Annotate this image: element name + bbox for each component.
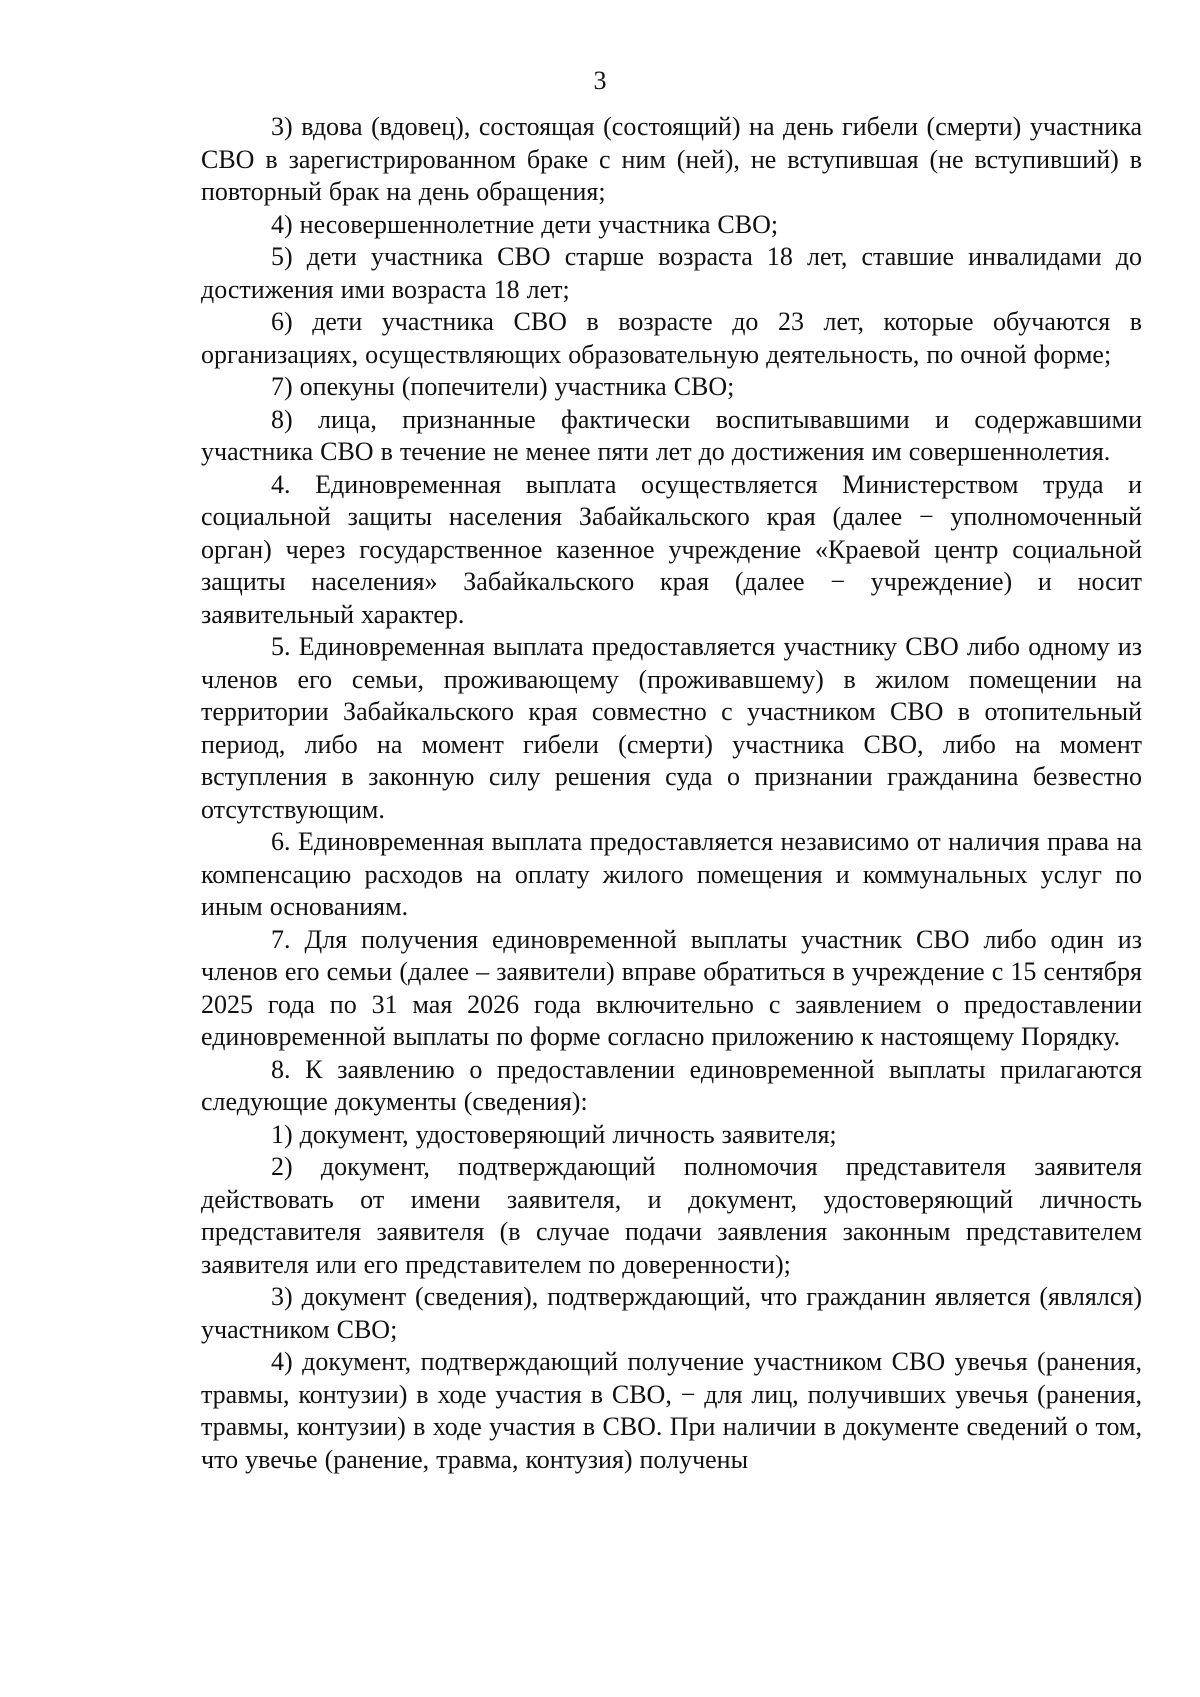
paragraph-doc-4-injury: 4) документ, подтверждающий получение участником СВО увечья (ранения, травмы, контузии) в ходе участия в СВО, − для лиц, получивших увечья (ранения, травмы, контузии) в ходе участия в СВО. При наличии в документе сведений о том, что увечье (ранение, травма, контузия) получены bbox=[201, 1347, 1142, 1474]
paragraph-doc-2-authority: 2) документ, подтверждающий полномочия представителя заявителя действовать от имени заявителя, и документ, удостоверяющий личность представителя заявителя (в случае подачи заявления законным представителем заявителя или его представителем по доверенности); bbox=[201, 1152, 1142, 1279]
paragraph-section-6: 6. Единовременная выплата предоставляется независимо от наличия права на компенсацию расходов на оплату жилого помещения и коммунальных услуг по иным основаниям. bbox=[201, 827, 1142, 921]
paragraph-doc-1-identity: 1) документ, удостоверяющий личность заявителя; bbox=[271, 1119, 837, 1149]
paragraph-item-4-minor-children: 4) несовершеннолетние дети участника СВО; bbox=[271, 209, 779, 239]
document-body bbox=[201, 111, 1142, 1476]
paragraph-section-7: 7. Для получения единовременной выплаты участник СВО либо один из членов его семьи (далее – заявители) вправе обратиться в учреждение с 15 сентября 2025 года по 31 мая 2026 года включительно с заявлением о предоставлении единовременной выплаты по форме согласно приложению к настоящему Порядку. bbox=[201, 924, 1142, 1051]
paragraph-section-5: 5. Единовременная выплата предоставляется участнику СВО либо одному из членов его семьи, проживающему (проживавшему) в жилом помещении на территории Забайкальского края совместно с участником СВО в отопительный период, либо на момент гибели (смерти) участника СВО, либо на момент вступления в законную силу решения суда о признании гражданина безвестно отсутствующим. bbox=[201, 632, 1142, 824]
paragraph-doc-3-participant-status: 3) документ (сведения), подтверждающий, что гражданин является (являлся) участником СВО; bbox=[201, 1282, 1142, 1344]
paragraph-section-8: 8. К заявлению о предоставлении единовременной выплаты прилагаются следующие документы (сведения): bbox=[201, 1054, 1142, 1116]
paragraph-item-3-widow: 3) вдова (вдовец), состоящая (состоящий) на день гибели (смерти) участника СВО в зарегистрированном браке с ним (ней), не вступившая (не вступивший) в повторный брак на день обращения; bbox=[201, 112, 1142, 206]
paragraph-item-5-disabled-children: 5) дети участника СВО старше возраста 18 лет, ставшие инвалидами до достижения ими возраста 18 лет; bbox=[201, 242, 1142, 304]
page-number: 3 bbox=[593, 66, 607, 95]
paragraph-section-4: 4. Единовременная выплата осуществляется Министерством труда и социальной защиты населения Забайкальского края (далее − уполномоченный орган) через государственное казенное учреждение «Краевой центр социальной защиты населения» Забайкальского края (далее − учреждение) и носит заявительный характер. bbox=[201, 469, 1142, 629]
paragraph-item-7-guardians: 7) опекуны (попечители) участника СВО; bbox=[271, 372, 735, 401]
paragraph-item-6-student-children: 6) дети участника СВО в возрасте до 23 лет, которые обучаются в организациях, осуществляющих образовательную деятельность, по очной форме; bbox=[201, 307, 1142, 369]
paragraph-item-8-foster-persons: 8) лица, признанные фактически воспитывавшими и содержавшими участника СВО в течение не менее пяти лет до достижения им совершеннолетия. bbox=[201, 404, 1142, 466]
